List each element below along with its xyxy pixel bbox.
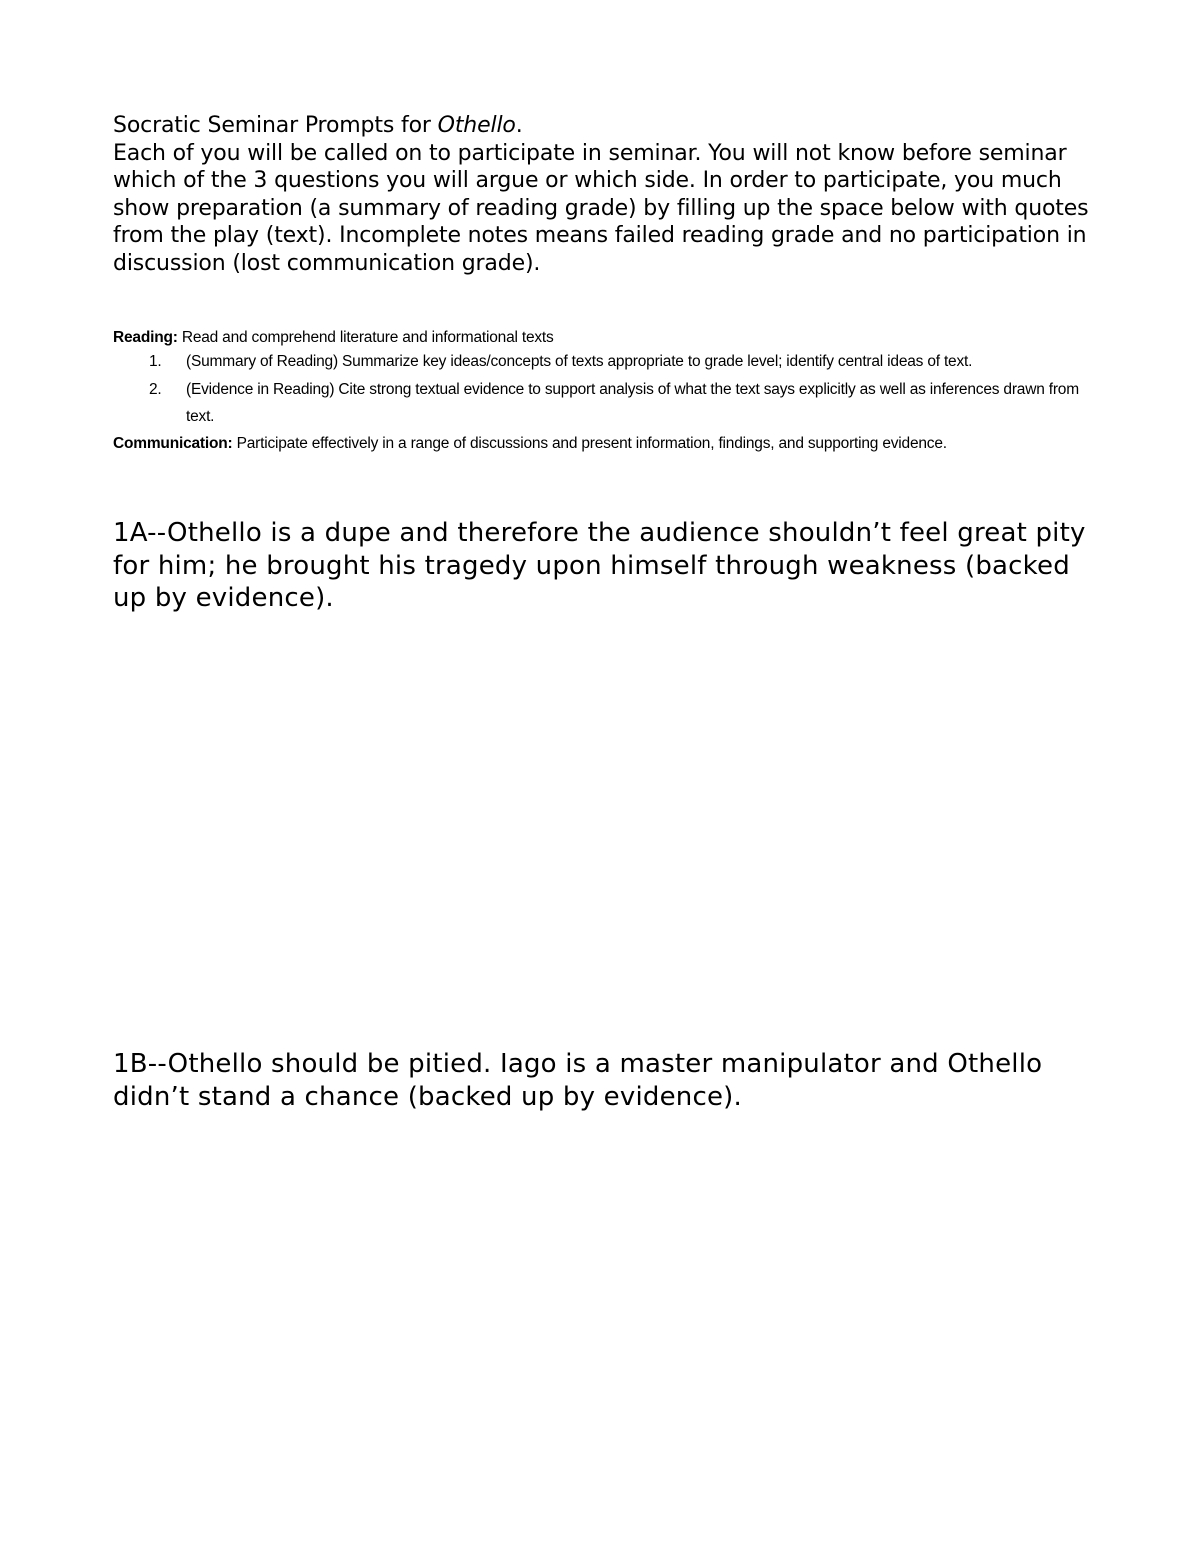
list-item-number: 2. bbox=[149, 381, 162, 398]
instructions-paragraph: Each of you will be called on to participate in seminar. You will not know before seminar which of the 3 questions you will argue or which side. In order to participate, you much show preparation (a summary of reading grade) by filling up the space below with quotes from the play (text). Incomplete notes means failed reading grade and no participation in discussion (lost communication grade). bbox=[113, 140, 1089, 276]
list-item-number: 1. bbox=[149, 353, 162, 370]
standards-section bbox=[113, 326, 1083, 456]
title-work: Othello bbox=[437, 113, 516, 138]
question-1a: 1A--Othello is a dupe and therefore the audience shouldn’t feel great pity for him; he brought his tragedy upon himself through weakness (backed up by evidence). bbox=[113, 518, 1086, 613]
question-1b: 1B--Othello should be pitied. Iago is a master manipulator and Othello didn’t stand a chance (backed up by evidence). bbox=[113, 1049, 1043, 1112]
answer-space-1b[interactable] bbox=[113, 1115, 1093, 1515]
reading-standards-list bbox=[113, 350, 1083, 430]
list-item-text: (Summary of Reading) Summarize key ideas/concepts of texts appropriate to grade level; identify central ideas of text. bbox=[186, 353, 973, 370]
answer-space-1a[interactable] bbox=[113, 620, 1093, 1040]
communication-text: Participate effectively in a range of discussions and present information, findings, and supporting evidence. bbox=[232, 435, 947, 452]
title-suffix: . bbox=[515, 113, 523, 138]
list-item bbox=[113, 376, 1083, 430]
communication-label: Communication: bbox=[113, 435, 233, 452]
communication-standard bbox=[113, 432, 1083, 456]
list-item-text: (Evidence in Reading) Cite strong textual evidence to support analysis of what the text says explicitly as well as inferences drawn from text. bbox=[186, 381, 1079, 425]
reading-label: Reading: bbox=[113, 329, 178, 346]
reading-text: Read and comprehend literature and informational texts bbox=[177, 329, 554, 346]
document-title bbox=[113, 112, 1093, 140]
intro-section bbox=[113, 112, 1093, 278]
list-item bbox=[113, 350, 1083, 374]
reading-standard bbox=[113, 326, 1083, 350]
title-prefix: Socratic Seminar Prompts for bbox=[113, 113, 438, 138]
